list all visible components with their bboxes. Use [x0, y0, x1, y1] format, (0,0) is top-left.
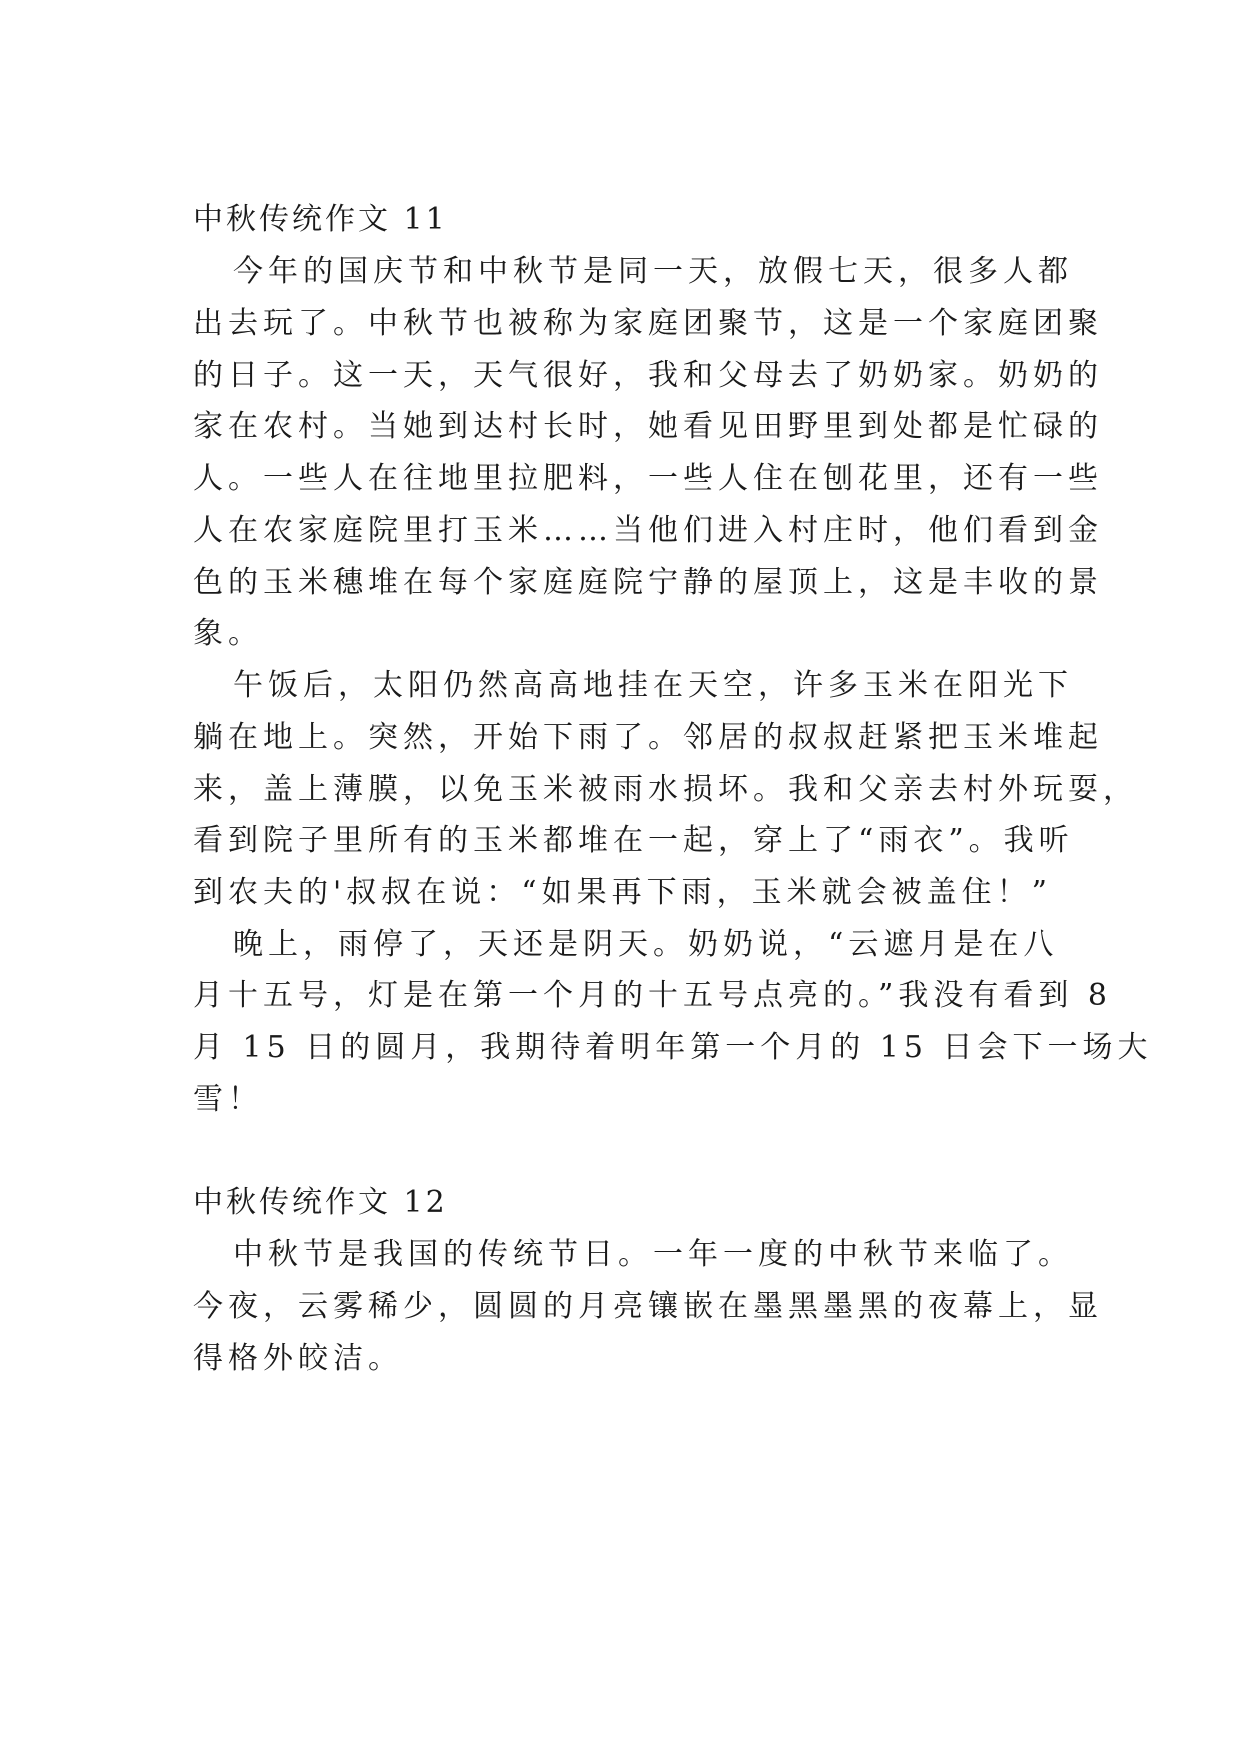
paragraph-line: 雪！: [193, 1082, 263, 1117]
paragraph-line: 午饭后，太阳仍然高高地挂在天空，许多玉米在阳光下: [233, 668, 1073, 703]
paragraph-line: 中秋节是我国的传统节日。一年一度的中秋节来临了。: [233, 1237, 1073, 1272]
paragraph-line: 今年的国庆节和中秋节是同一天，放假七天，很多人都: [233, 254, 1073, 289]
paragraph-line: 躺在地上。突然，开始下雨了。邻居的叔叔赶紧把玉米堆起: [193, 720, 1103, 755]
paragraph-line: 人在农家庭院里打玉米……当他们进入村庄时，他们看到金: [193, 513, 1103, 548]
essay-title: 中秋传统作文 12: [193, 1185, 448, 1220]
paragraph-line: 出去玩了。中秋节也被称为家庭团聚节，这是一个家庭团聚: [193, 306, 1103, 341]
paragraph-line: 得格外皎洁。: [193, 1341, 403, 1376]
paragraph-line: 到农夫的'叔叔在说：“如果再下雨，玉米就会被盖住！”: [193, 875, 1052, 910]
paragraph-line: 色的玉米穗堆在每个家庭庭院宁静的屋顶上，这是丰收的景: [193, 565, 1103, 600]
paragraph-line: 月 15 日的圆月，我期待着明年第一个月的 15 日会下一场大: [193, 1030, 1153, 1065]
paragraph-line: 来，盖上薄膜，以免玉米被雨水损坏。我和父亲去村外玩耍，: [193, 772, 1138, 807]
paragraph-line: 月十五号，灯是在第一个月的十五号点亮的。”我没有看到 8: [193, 978, 1112, 1013]
essay-title: 中秋传统作文 11: [193, 202, 448, 237]
paragraph-line: 看到院子里所有的玉米都堆在一起，穿上了“雨衣”。我听: [193, 823, 1074, 858]
paragraph-line: 家在农村。当她到达村长时，她看见田野里到处都是忙碌的: [193, 409, 1103, 444]
paragraph-line: 晚上，雨停了，天还是阴天。奶奶说，“云遮月是在八: [233, 927, 1059, 962]
paragraph-line: 人。一些人在往地里拉肥料，一些人住在刨花里，还有一些: [193, 461, 1103, 496]
paragraph-line: 的日子。这一天，天气很好，我和父母去了奶奶家。奶奶的: [193, 358, 1103, 393]
paragraph-line: 象。: [193, 616, 263, 651]
paragraph-line: 今夜，云雾稀少，圆圆的月亮镶嵌在墨黑墨黑的夜幕上，显: [193, 1289, 1103, 1324]
